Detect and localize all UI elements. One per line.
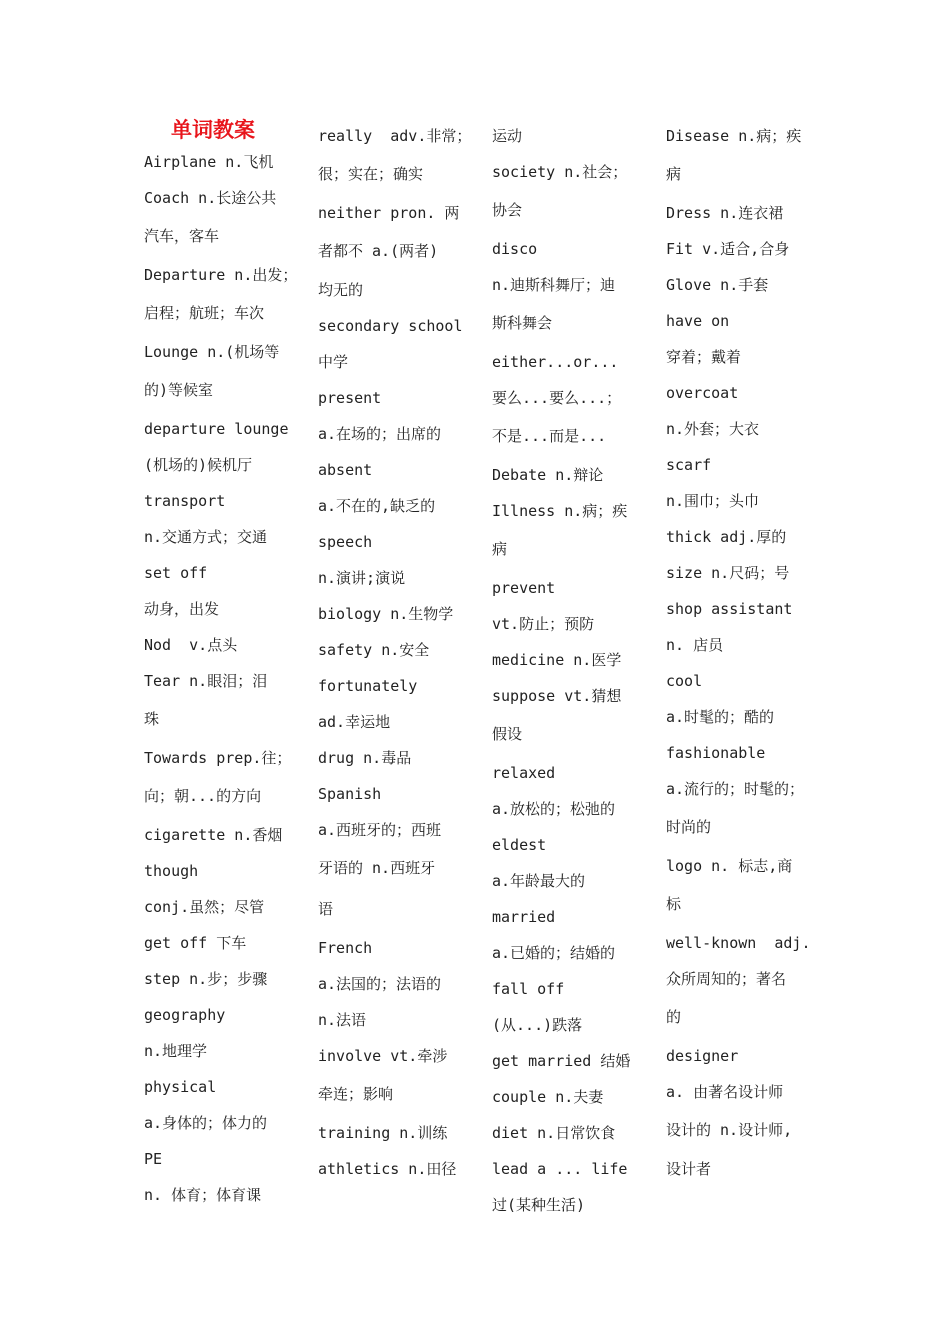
vocab-line: Airplane n.飞机 [144, 153, 274, 171]
vocab-line: 设计的 n.设计师, [666, 1121, 793, 1139]
vocab-line: relaxed [492, 764, 556, 782]
vocab-line: logo n. 标志,商 [666, 857, 793, 875]
vocab-line: 运动 [492, 127, 523, 145]
vocab-line: really adv.非常； [318, 127, 472, 145]
vocab-line: 珠 [144, 710, 160, 728]
vocab-line: Glove n.手套 [666, 276, 769, 294]
vocab-line: 过(某种生活) [492, 1196, 586, 1214]
vocab-line: fortunately [318, 677, 418, 695]
vocab-line: vt.防止；预防 [492, 615, 595, 633]
vocab-line: Fit v.适合,合身 [666, 240, 790, 258]
vocab-line: overcoat [666, 384, 739, 402]
vocab-line: a.法国的；法语的 [318, 975, 442, 993]
vocab-line: 假设 [492, 725, 523, 743]
vocab-line: get off 下车 [144, 934, 247, 952]
vocab-line: n.演讲;演说 [318, 569, 406, 587]
vocab-line: married [492, 908, 556, 926]
vocab-column-1 [144, 118, 302, 1213]
vocab-line: Departure n.出发； [144, 266, 298, 284]
vocab-line: Illness n.病；疾 [492, 502, 628, 520]
vocab-line: couple n.夫妻 [492, 1088, 604, 1106]
vocab-line: 众所周知的；著名 [666, 970, 787, 988]
vocab-line: 均无的 [318, 281, 364, 299]
vocab-line: a.流行的；时髦的； [666, 780, 805, 798]
vocab-line: 要么...要么...； [492, 389, 622, 407]
vocab-line: departure lounge [144, 420, 289, 438]
vocab-line: fashionable [666, 744, 766, 762]
vocab-line: 向；朝...的方向 [144, 787, 262, 805]
vocab-line: athletics n.田径 [318, 1160, 457, 1178]
vocab-line: Coach n.长途公共 [144, 189, 277, 207]
vocab-line: Dress n.连衣裙 [666, 204, 784, 222]
vocab-line: (从...)跌落 [492, 1016, 583, 1034]
vocab-line: involve vt.牵涉 [318, 1047, 448, 1065]
vocab-line: 动身，出发 [144, 600, 220, 618]
vocab-line: 协会 [492, 201, 523, 219]
vocab-line: prevent [492, 579, 556, 597]
vocab-line: get married 结婚 [492, 1052, 631, 1070]
vocab-line: Lounge n.(机场等 [144, 343, 280, 361]
vocab-line: shop assistant [666, 600, 793, 618]
vocab-line: n. 店员 [666, 636, 724, 654]
vocab-line: 穿着；戴着 [666, 348, 742, 366]
vocab-line: French [318, 939, 373, 957]
vocab-line: 很；实在；确实 [318, 165, 424, 183]
vocab-line: (机场的)候机厅 [144, 456, 253, 474]
vocab-line: 病 [666, 165, 682, 183]
vocab-line: absent [318, 461, 373, 479]
vocab-line: 设计者 [666, 1160, 712, 1178]
vocab-line: present [318, 389, 382, 407]
vocab-line: society n.社会； [492, 163, 628, 181]
vocab-line: Nod v.点头 [144, 636, 238, 654]
vocab-line: training n.训练 [318, 1124, 448, 1142]
vocab-line: size n.尺码；号 [666, 564, 790, 582]
vocab-line: physical [144, 1078, 217, 1096]
vocab-line: neither pron. 两 [318, 204, 460, 222]
vocab-line: a. 由著名设计师 [666, 1083, 784, 1101]
vocab-line: 的 [666, 1008, 682, 1026]
vocab-line: conj.虽然；尽管 [144, 898, 265, 916]
vocab-column-4 [666, 118, 824, 1187]
vocab-line: transport [144, 492, 226, 510]
vocab-line: fall off [492, 980, 565, 998]
vocab-line: 病 [492, 540, 508, 558]
vocab-line: 斯科舞会 [492, 314, 553, 332]
vocab-line: n.迪斯科舞厅；迪 [492, 276, 616, 294]
vocab-line: a.不在的,缺乏的 [318, 497, 436, 515]
vocab-column-2 [318, 118, 476, 1187]
vocab-line: n. 体育；体育课 [144, 1186, 262, 1204]
vocab-line: Towards prep.往； [144, 749, 292, 767]
vocab-line: 牙语的 n.西班牙 [318, 859, 436, 877]
vocab-line: set off [144, 564, 208, 582]
vocab-line: cigarette n.香烟 [144, 826, 283, 844]
vocab-line: n.地理学 [144, 1042, 208, 1060]
vocab-line: 的)等候室 [144, 381, 214, 399]
vocab-line: though [144, 862, 199, 880]
vocab-line: diet n.日常饮食 [492, 1124, 616, 1142]
vocab-line: either...or... [492, 353, 619, 371]
vocab-line: well-known adj. [666, 934, 811, 952]
vocab-line: medicine n.医学 [492, 651, 622, 669]
vocab-line: step n.步；步骤 [144, 970, 268, 988]
vocab-line: lead a ... life [492, 1160, 628, 1178]
vocab-line: 者都不 a.(两者) [318, 242, 439, 260]
vocab-line: secondary school [318, 317, 463, 335]
vocab-line: eldest [492, 836, 547, 854]
vocab-line: geography [144, 1006, 226, 1024]
vocab-line: 语 [318, 900, 334, 918]
vocab-line: Disease n.病；疾 [666, 127, 802, 145]
vocab-line: 中学 [318, 353, 349, 371]
vocab-line: 标 [666, 895, 682, 913]
vocab-line: speech [318, 533, 373, 551]
vocab-line: 启程；航班；车次 [144, 304, 265, 322]
vocab-line: scarf [666, 456, 712, 474]
vocab-column-3 [492, 118, 650, 1223]
vocab-line: cool [666, 672, 703, 690]
vocab-line: biology n.生物学 [318, 605, 454, 623]
vocab-line: Spanish [318, 785, 382, 803]
vocab-line: 汽车，客车 [144, 227, 220, 245]
vocab-line: a.身体的；体力的 [144, 1114, 268, 1132]
vocab-line: safety n.安全 [318, 641, 430, 659]
vocab-line: n.法语 [318, 1011, 367, 1029]
vocab-line: n.交通方式；交通 [144, 528, 268, 546]
vocab-line: n.围巾；头巾 [666, 492, 760, 510]
vocab-line: thick adj.厚的 [666, 528, 787, 546]
vocab-line: a.时髦的；酷的 [666, 708, 775, 726]
vocab-line: disco [492, 240, 538, 258]
vocab-line: a.已婚的；结婚的 [492, 944, 616, 962]
vocab-line: a.年龄最大的 [492, 872, 586, 890]
vocab-line: n.外套；大衣 [666, 420, 760, 438]
vocab-line: ad.幸运地 [318, 713, 391, 731]
vocab-line: designer [666, 1047, 739, 1065]
page-title: 单词教案 [171, 118, 255, 142]
vocab-line: 不是...而是... [492, 427, 607, 445]
vocab-line: drug n.毒品 [318, 749, 412, 767]
vocab-line: a.在场的；出席的 [318, 425, 442, 443]
vocab-line: PE [144, 1150, 163, 1168]
vocab-line: Tear n.眼泪；泪 [144, 672, 268, 690]
vocab-line: a.西班牙的；西班 [318, 821, 442, 839]
vocab-line: suppose vt.猜想 [492, 687, 622, 705]
vocab-line: have on [666, 312, 730, 330]
vocab-line: a.放松的；松弛的 [492, 800, 616, 818]
vocab-line: 牵连；影响 [318, 1085, 394, 1103]
vocab-line: 时尚的 [666, 818, 712, 836]
vocab-line: Debate n.辩论 [492, 466, 604, 484]
